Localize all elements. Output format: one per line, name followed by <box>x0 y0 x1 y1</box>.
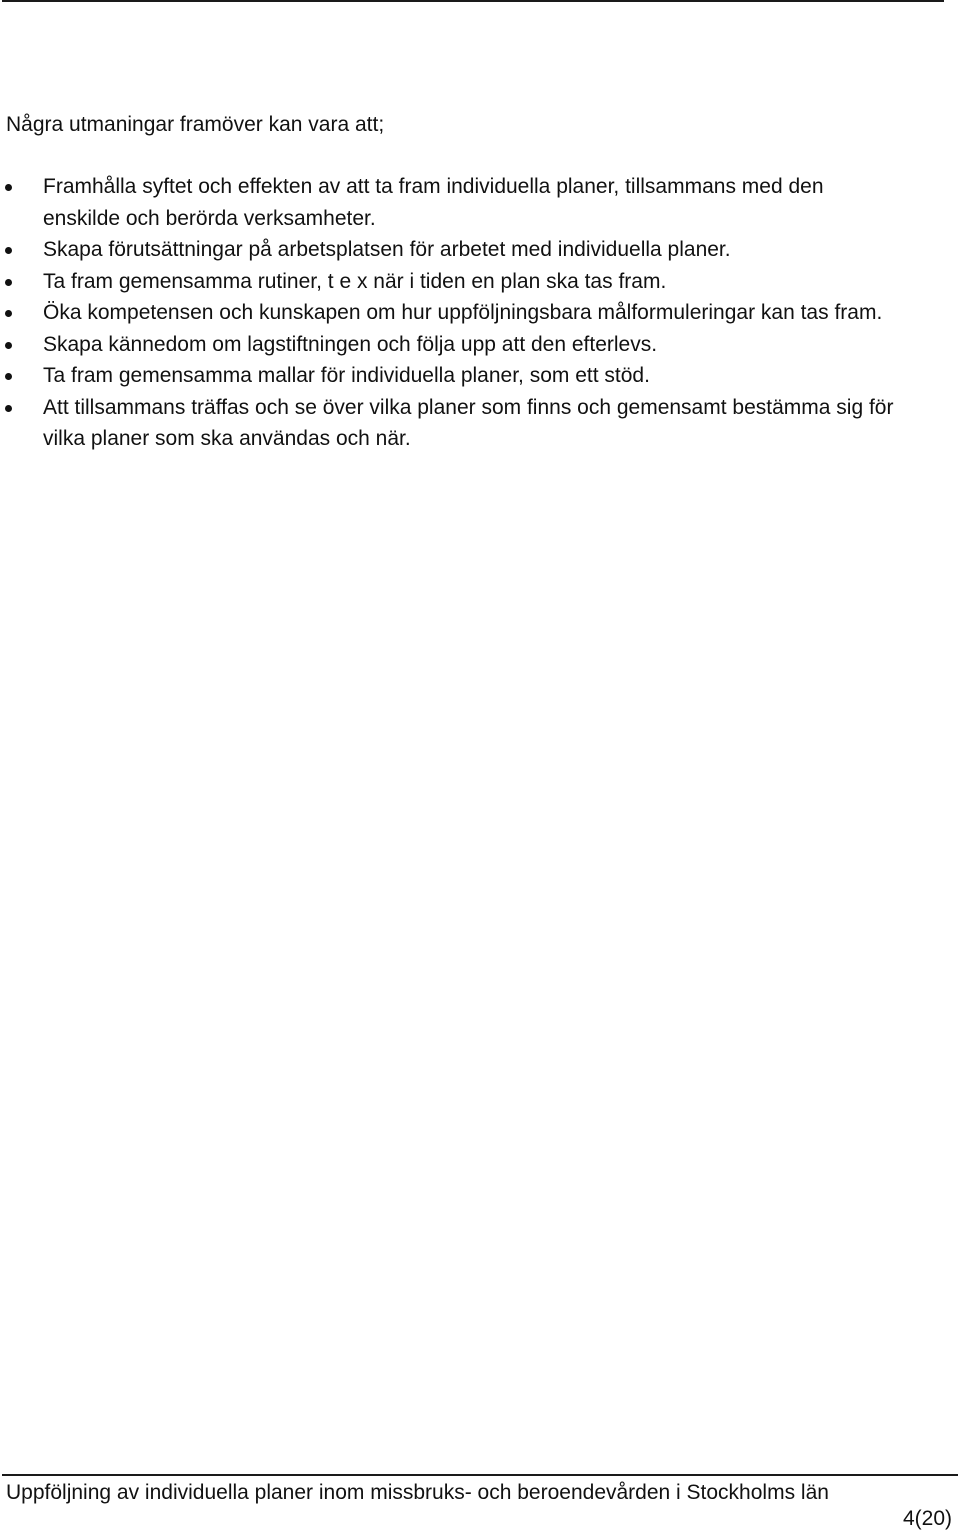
list-item-text: Skapa kännedom om lagstiftningen och följa upp att den efterlevs. <box>43 332 658 356</box>
list-item <box>0 392 900 455</box>
list-item-text: Ta fram gemensamma mallar för individuella planer, som ett stöd. <box>43 364 650 387</box>
list-item <box>0 234 900 266</box>
list-item-text: Framhålla syftet och effekten av att ta fram individuella planer, tillsammans med den enskilde och berörda verksamheter. <box>43 175 824 230</box>
bullet-icon <box>5 405 12 412</box>
bullet-icon <box>5 184 12 191</box>
bullet-icon <box>5 279 12 286</box>
list-item-text: Att tillsammans träffas och se över vilka planer som finns och gemensamt bestämma sig för vilka planer som ska användas och när. <box>43 395 894 450</box>
footer-title: Uppföljning av individuella planer inom missbruks- och beroendevården i Stockholms län <box>6 1481 829 1504</box>
bullet-icon <box>5 310 12 317</box>
intro-text: Några utmaningar framöver kan vara att; <box>6 113 385 136</box>
list-item <box>0 360 900 392</box>
top-divider <box>2 0 944 2</box>
challenges-list <box>0 171 900 455</box>
footer-divider <box>2 1474 958 1476</box>
bullet-icon <box>5 247 12 254</box>
list-item-text: Öka kompetensen och kunskapen om hur uppföljningsbara målformuleringar kan tas fram. <box>43 301 883 324</box>
page-number: 4(20) <box>902 1507 952 1530</box>
list-item <box>0 266 900 298</box>
list-item-text: Ta fram gemensamma rutiner, t e x när i tiden en plan ska tas fram. <box>43 269 667 293</box>
list-item <box>0 297 900 329</box>
bullet-icon <box>5 373 12 380</box>
list-item <box>0 329 900 361</box>
list-item <box>0 171 900 234</box>
bullet-icon <box>5 342 12 349</box>
list-item-text: Skapa förutsättningar på arbetsplatsen för arbetet med individuella planer. <box>43 238 731 261</box>
